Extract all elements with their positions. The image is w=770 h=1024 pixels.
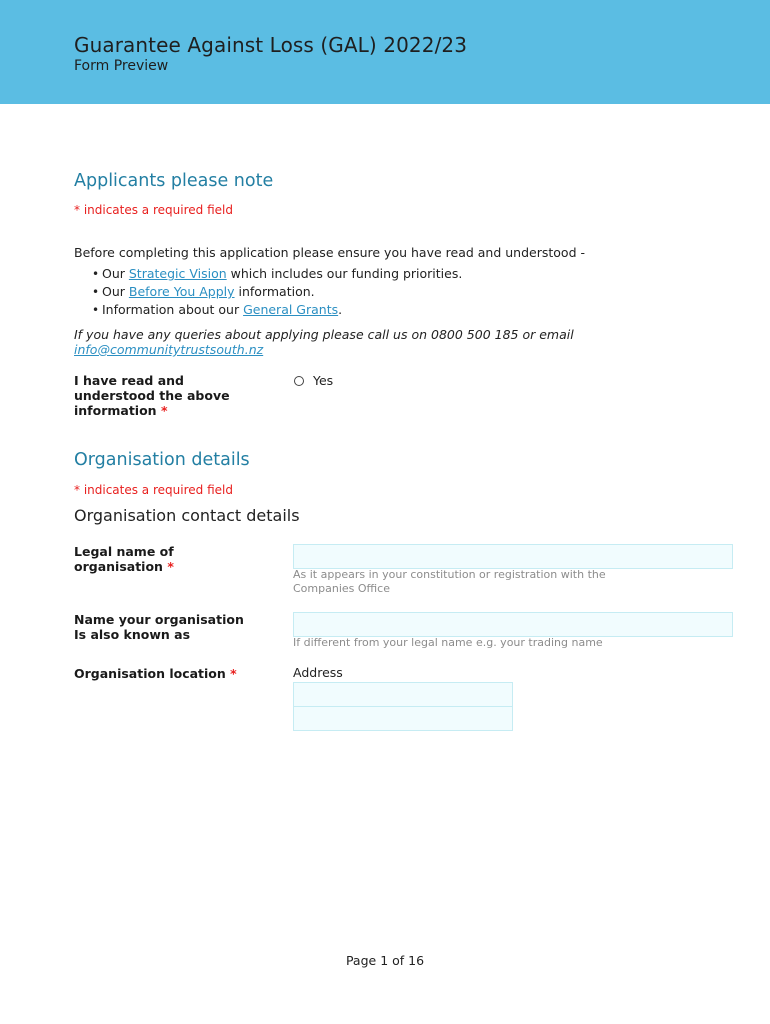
radio-label: Yes bbox=[313, 373, 334, 388]
list-item: • Our Before You Apply information. bbox=[92, 283, 462, 301]
address-label: Address bbox=[293, 665, 343, 680]
aka-input[interactable] bbox=[293, 612, 733, 637]
list-item: • Our Strategic Vision which includes our funding priorities. bbox=[92, 265, 462, 283]
page-number: Page 1 of 16 bbox=[345, 953, 425, 968]
form-subtitle: Form Preview bbox=[74, 58, 169, 74]
general-grants-link[interactable]: General Grants bbox=[243, 302, 339, 317]
required-star: * bbox=[167, 559, 174, 574]
required-field-note: * indicates a required field bbox=[74, 483, 233, 497]
radio-button[interactable] bbox=[294, 376, 304, 386]
required-field-note: * indicates a required field bbox=[74, 203, 233, 217]
confirm-yes-option[interactable] bbox=[293, 373, 333, 388]
address-line-1-input[interactable] bbox=[293, 682, 513, 707]
aka-hint: If different from your legal name e.g. your trading name bbox=[293, 636, 603, 649]
legal-name-hint: As it appears in your constitution or registration with the Companies Office bbox=[293, 568, 606, 595]
strategic-vision-link[interactable]: Strategic Vision bbox=[128, 266, 227, 281]
legal-name-input[interactable] bbox=[293, 544, 733, 569]
section-heading-organisation: Organisation details bbox=[74, 450, 250, 470]
section-heading-applicants: Applicants please note bbox=[74, 171, 274, 191]
confirm-read-label: I have read and understood the above information * bbox=[74, 373, 230, 418]
required-star: * bbox=[160, 403, 168, 418]
legal-name-label: Legal name of organisation * bbox=[74, 544, 174, 574]
requirements-list bbox=[92, 265, 462, 319]
subsection-heading-contact: Organisation contact details bbox=[74, 506, 300, 525]
address-line-2-input[interactable] bbox=[293, 706, 513, 731]
intro-text: Before completing this application please ensure you have read and understood - bbox=[74, 245, 585, 260]
before-you-apply-link[interactable]: Before You Apply bbox=[128, 284, 235, 299]
list-item: • Information about our General Grants. bbox=[92, 301, 462, 319]
form-title: Guarantee Against Loss (GAL) 2022/23 bbox=[74, 33, 468, 57]
queries-text: If you have any queries about applying please call us on 0800 500 185 or email bbox=[74, 327, 574, 342]
email-link[interactable]: info@communitytrustsouth.nz bbox=[74, 342, 264, 357]
location-label: Organisation location * bbox=[74, 666, 237, 681]
aka-label: Name your organisation Is also known as bbox=[74, 612, 244, 642]
page-header bbox=[0, 0, 770, 104]
required-star: * bbox=[230, 666, 237, 681]
